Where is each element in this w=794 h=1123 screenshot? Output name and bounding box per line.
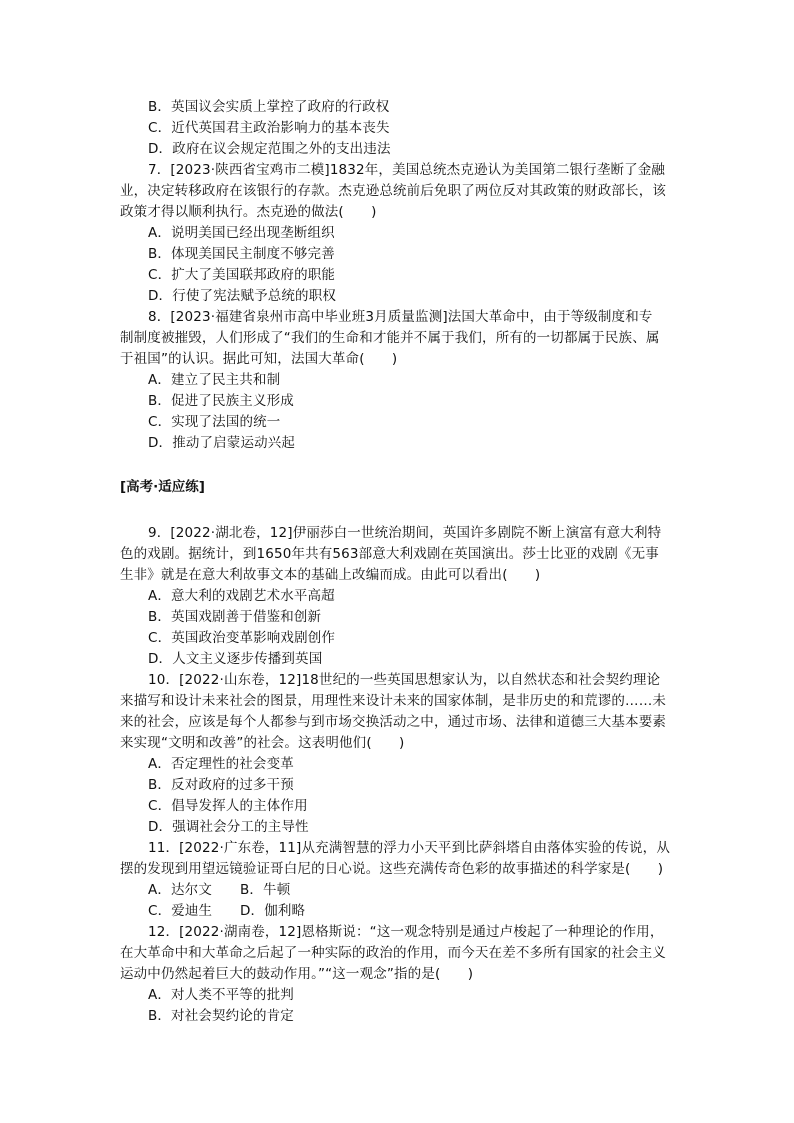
q11-option-a: A．达尔文 [148,882,212,898]
q7-stem-line-2: 业，决定转移政府在该银行的存款。杰克逊总统前后免职了两位反对其政策的财政部长，该 [120,183,666,199]
q7-option-b: B．体现美国民主制度不够完善 [148,246,335,262]
q6-option-b: B．英国议会实质上掌控了政府的行政权 [148,99,390,115]
q11-option-b: B．牛顿 [240,882,291,898]
q10-option-d: D．强调社会分工的主导性 [148,819,309,835]
q10-option-c: C．倡导发挥人的主体作用 [148,798,308,814]
q11-options-row-1 [148,880,290,900]
q12-stem-line-1: 12．[2022·湖南卷，12]恩格斯说：“这一观念特别是通过卢梭起了一种理论的作用， [148,924,664,940]
q8-option-a: A．建立了民主共和制 [148,372,281,388]
q12-stem-line-2: 在大革命中和大革命之后起了一种实际的政治的作用，而今天在差不多所有国家的社会主义 [120,945,666,961]
q11-stem-line-2: 摆的发现到用望远镜验证哥白尼的日心说。这些充满传奇色彩的故事描述的科学家是( ) [120,861,664,877]
q11-option-c: C．爱迪生 [148,903,213,919]
q8-option-d: D．推动了启蒙运动兴起 [148,435,296,451]
q10-option-a: A．否定理性的社会变革 [148,756,294,772]
q7-stem-line-3: 政策才得以顺利执行。杰克逊的做法( ) [120,204,377,220]
q9-option-b: B．英国戏剧善于借鉴和创新 [148,609,322,625]
q9-option-d: D．人文主义逐步传播到英国 [148,651,323,667]
q10-stem-line-3: 来的社会，应该是每个人都参与到市场交换活动之中，通过市场、法律和道德三大基本要素 [120,714,666,730]
q10-stem-line-1: 10．[2022·山东卷，12]18世纪的一些英国思想家认为，以自然状态和社会契约理论 [148,672,661,688]
q6-option-c: C．近代英国君主政治影响力的基本丧失 [148,120,390,136]
section-heading: [高考·适应练] [120,479,205,495]
q10-stem-line-4: 来实现“文明和改善”的社会。这表明他们( ) [120,735,405,751]
q7-option-a: A．说明美国已经出现垄断组织 [148,225,335,241]
q10-option-b: B．反对政府的过多干预 [148,777,294,793]
q6-option-d: D．政府在议会规定范围之外的支出违法 [148,141,391,157]
q8-option-b: B．促进了民族主义形成 [148,393,294,409]
q9-stem-line-1: 9．[2022·湖北卷，12]伊丽莎白一世统治期间，英国许多剧院不断上演富有意大利特 [148,525,662,541]
q12-option-a: A．对人类不平等的批判 [148,987,294,1003]
q8-stem-line-3: 于祖国”的认识。据此可知，法国大革命( ) [120,351,398,367]
q12-option-b: B．对社会契约论的肯定 [148,1008,294,1024]
q10-stem-line-2: 来描写和设计未来社会的图景，用理性来设计未来的国家体制，是非历史的和荒谬的……未 [120,693,666,709]
q9-option-c: C．英国政治变革影响戏剧创作 [148,630,336,646]
q8-stem-line-1: 8．[2023·福建省泉州市高中毕业班3月质量监测]法国大革命中，由于等级制度和专 [148,309,653,325]
q8-stem-line-2: 制制度被摧毁，人们形成了“我们的生命和才能并不属于我们，所有的一切都属于民族、属 [120,330,660,346]
q11-stem-line-1: 11．[2022·广东卷，11]从充满智慧的浮力小天平到比萨斜塔自由落体实验的传说，从 [148,840,670,856]
q11-options-row-2 [148,901,305,921]
q7-option-c: C．扩大了美国联邦政府的职能 [148,267,336,283]
q11-option-d: D．伽利略 [240,903,306,919]
q7-option-d: D．行使了宪法赋予总统的职权 [148,288,336,304]
q9-option-a: A．意大利的戏剧艺术水平高超 [148,588,335,604]
q9-stem-line-3: 生非》就是在意大利故事文本的基础上改编而成。由此可以看出( ) [120,567,541,583]
q8-option-c: C．实现了法国的统一 [148,414,281,430]
q12-stem-line-3: 运动中仍然起着巨大的鼓动作用。”“这一观念”指的是( ) [120,966,474,982]
q7-stem-line-1: 7．[2023·陕西省宝鸡市二模]1832年，美国总统杰克逊认为美国第二银行垄断了金融 [148,162,666,178]
q9-stem-line-2: 色的戏剧。据统计，到1650年共有563部意大利戏剧在英国演出。莎士比亚的戏剧《无事 [120,546,659,562]
